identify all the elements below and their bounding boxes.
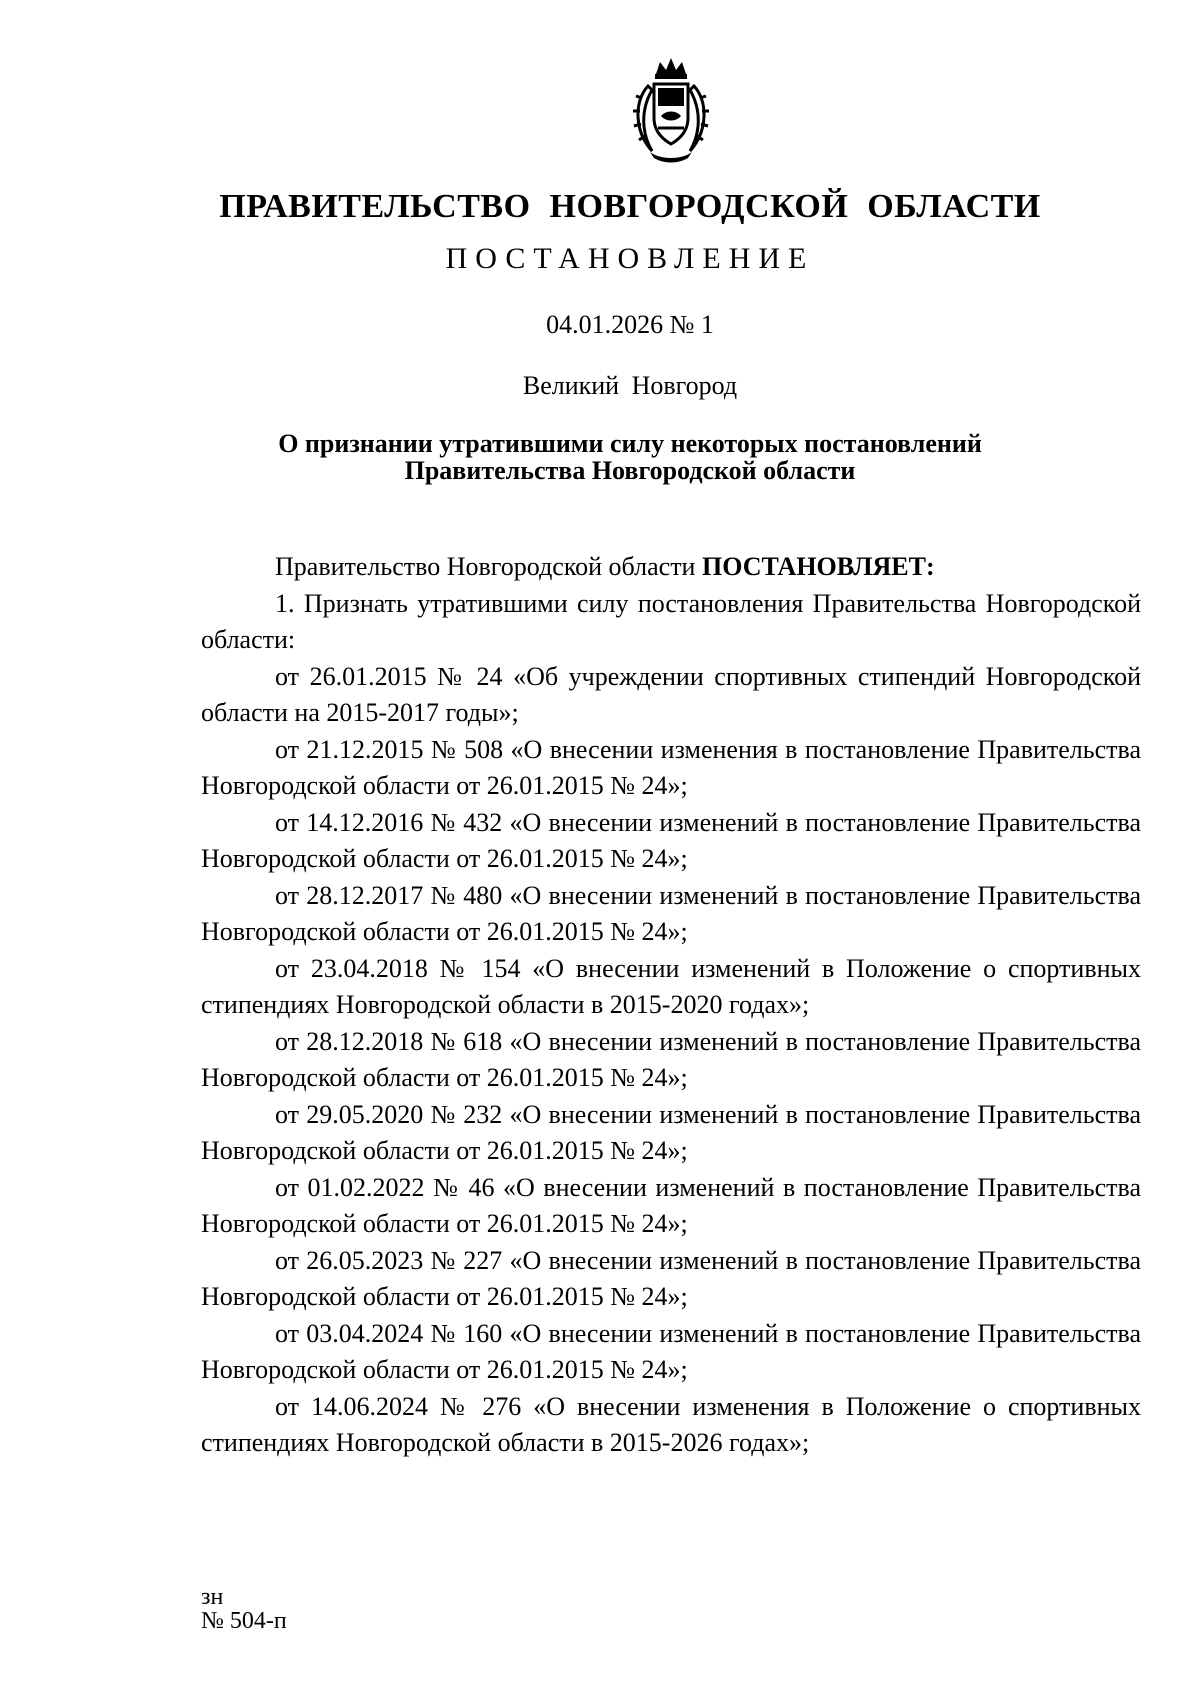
executor-initials: зн <box>201 1584 224 1610</box>
act-item: от 26.05.2023 № 227 «О внесении изменений в постановление Правительства Новгородской области от 26.01.2015 № 24»; <box>201 1245 1141 1311</box>
act-item: от 23.04.2018 № 154 «О внесении изменений в Положение о спортивных стипендиях Новгородской области в 2015-2020 годах»; <box>201 953 1141 1019</box>
act-item: от 26.01.2015 № 24 «Об учреждении спортивных стипендий Новгородской области на 2015-2017 годы»; <box>201 661 1141 727</box>
document-footer <box>201 1585 287 1633</box>
decree-prefix: Правительство Новгородской области <box>275 552 702 581</box>
act-item: от 14.06.2024 № 276 «О внесении изменения в Положение о спортивных стипендиях Новгородской области в 2015-2026 годах»; <box>201 1391 1141 1457</box>
act-item: от 28.12.2017 № 480 «О внесении изменений в постановление Правительства Новгородской области от 26.01.2015 № 24»; <box>201 880 1141 946</box>
document-heading-line1: О признании утратившими силу некоторых постановлений <box>278 429 982 458</box>
document-heading <box>30 430 1200 484</box>
act-item: от 01.02.2022 № 46 «О внесении изменений в постановление Правительства Новгородской области от 26.01.2015 № 24»; <box>201 1172 1141 1238</box>
document-city: Великий Новгород <box>522 371 738 400</box>
government-name: ПРАВИТЕЛЬСТВО НОВГОРОДСКОЙ ОБЛАСТИ <box>219 188 1041 225</box>
act-item: от 14.12.2016 № 432 «О внесении изменений в постановление Правительства Новгородской области от 26.01.2015 № 24»; <box>201 807 1141 873</box>
item-1: 1. Признать утратившими силу постановления Правительства Новгородской области: <box>201 588 1141 654</box>
coat-of-arms-icon <box>628 56 714 164</box>
decree-line <box>201 549 1141 586</box>
act-item: от 21.12.2015 № 508 «О внесении изменения в постановление Правительства Новгородской области от 26.01.2015 № 24»; <box>201 734 1141 800</box>
document-date-number: 04.01.2026 № 1 <box>546 310 714 339</box>
decree-verb: ПОСТАНОВЛЯЕТ: <box>701 552 935 581</box>
document-type: ПОСТАНОВЛЕНИЕ <box>445 242 815 275</box>
act-item: от 29.05.2020 № 232 «О внесении изменений в постановление Правительства Новгородской области от 26.01.2015 № 24»; <box>201 1099 1141 1165</box>
document-body <box>201 549 1141 1462</box>
document-heading-line2: Правительства Новгородской области <box>404 456 856 485</box>
internal-doc-reference: № 504-п <box>201 1608 287 1634</box>
act-item: от 03.04.2024 № 160 «О внесении изменений в постановление Правительства Новгородской области от 26.01.2015 № 24»; <box>201 1318 1141 1384</box>
act-item: от 28.12.2018 № 618 «О внесении изменений в постановление Правительства Новгородской области от 26.01.2015 № 24»; <box>201 1026 1141 1092</box>
